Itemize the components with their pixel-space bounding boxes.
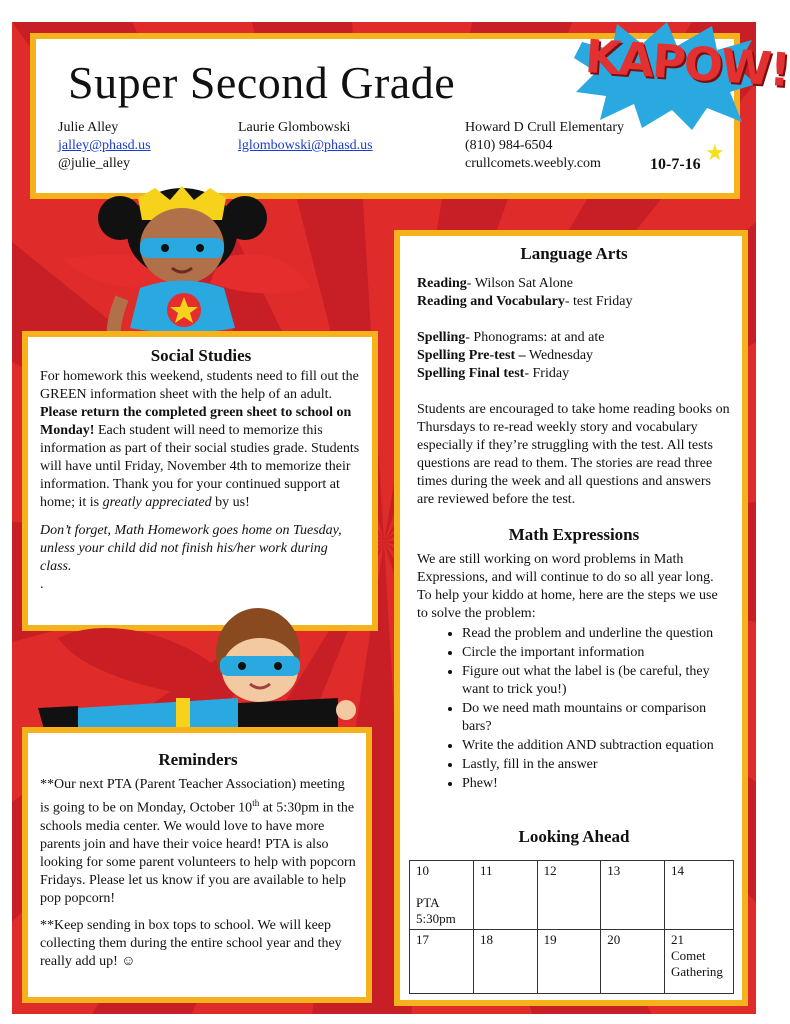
calendar-cell: 13 — [601, 861, 665, 930]
teacher1-info — [58, 119, 151, 173]
calendar-cell: 11 — [473, 861, 537, 930]
spelling-pretest-line: Spelling Pre-test – Wednesday — [417, 348, 594, 363]
table-row — [410, 930, 734, 994]
kapow-text: KAPOW! — [583, 28, 790, 98]
math-steps-list — [417, 625, 731, 793]
calendar-cell: 14 — [664, 861, 733, 930]
school-name: Howard D Crull Elementary — [465, 120, 625, 135]
list-item: • Figure out what the label is (be careful, they want to trick you!) — [462, 663, 731, 699]
teacher2-info — [238, 119, 373, 155]
teacher1-handle: @julie_alley — [58, 156, 130, 171]
teacher2-name: Laurie Glombowski — [238, 120, 351, 135]
teacher1-name: Julie Alley — [58, 120, 119, 135]
spelling-line: Spelling- Phonograms: at and ate — [417, 330, 605, 345]
pta-reminder: **Our next PTA (Parent Teacher Association) meeting is going to be on Monday, October 10th at 5:30pm in the schools media center. We would love to have more parents join and have their voice heard! PTA is also looking for some parent volunteers to help with popcorn Fridays. Please let us know if you are available to help pop popcorn! — [40, 777, 356, 906]
math-expressions-section — [417, 525, 731, 794]
math-expressions-heading: Math Expressions — [508, 525, 640, 544]
list-item: • Write the addition AND subtraction equation — [462, 737, 731, 755]
calendar-cell: 20 — [601, 930, 665, 994]
calendar-cell: 10 PTA 5:30pm — [410, 861, 474, 930]
list-item: • Phew! — [462, 775, 731, 793]
spelling-final-line: Spelling Final test- Friday — [417, 366, 570, 381]
calendar-cell: 19 — [537, 930, 601, 994]
language-arts-heading: Language Arts — [520, 244, 628, 263]
list-item: • Circle the important information — [462, 644, 731, 662]
calendar-cell: 18 — [473, 930, 537, 994]
sparkle-icon: ★ — [705, 140, 725, 165]
list-item: • Read the problem and underline the question — [462, 625, 731, 643]
boy-superhero-illustration — [38, 598, 368, 748]
language-arts-section — [417, 244, 731, 509]
teacher1-email-link[interactable]: jalley@phasd.us — [58, 138, 151, 153]
list-item: • Lastly, fill in the answer — [462, 756, 731, 774]
reminders-section — [40, 750, 356, 971]
newsletter-date: 10-7-16 — [650, 156, 701, 173]
social-studies-heading: Social Studies — [150, 346, 252, 365]
calendar-cell: 17 — [410, 930, 474, 994]
calendar-cell: 12 — [537, 861, 601, 930]
school-site: crullcomets.weebly.com — [465, 156, 601, 171]
page-title: Super Second Grade — [68, 57, 456, 108]
social-studies-period: . — [40, 577, 44, 592]
list-item: • Do we need math mountains or comparison bars? — [462, 700, 731, 736]
reading-line: Reading- Wilson Sat Alone — [417, 276, 573, 291]
math-homework-note: Don’t forget, Math Homework goes home on Tuesday, unless your child did not finish his/her work during class. — [40, 523, 342, 574]
math-paragraph: We are still working on word problems in Math Expressions, and will continue to do so all year long. To help your kiddo at home, here are the steps we use to solve the problem: — [417, 552, 718, 621]
social-studies-section — [40, 346, 362, 594]
teacher2-email-link[interactable]: lglombowski@phasd.us — [238, 138, 373, 153]
reading-books-paragraph: Students are encouraged to take home reading books on Thursdays to re-read weekly story and vocabulary especially if they’re struggling with the test. All tests questions are read to them. The stories are read three times during the week and all questions and answers are reviewed before the test. — [417, 402, 730, 507]
box-tops-reminder: **Keep sending in box tops to school. We will keep collecting them during the entire school year and they really add up! ☺ — [40, 917, 342, 969]
social-studies-paragraph: For homework this weekend, students need to fill out the GREEN information sheet with the help of an adult. Please return the completed green sheet to school on Monday! Each student will need to memorize this information as part of their social studies grade. Students will have until Friday, November 4th to memorize their information. Thank you for your continued support at home; it is greatly appreciated by us! — [40, 369, 360, 510]
looking-ahead-heading: Looking Ahead — [518, 827, 630, 846]
calendar-table — [409, 860, 734, 994]
school-phone: (810) 984-6504 — [465, 138, 553, 153]
reminders-heading: Reminders — [158, 750, 238, 769]
reading-vocab-line: Reading and Vocabulary- test Friday — [417, 294, 633, 309]
calendar-cell: 21 Comet Gathering — [664, 930, 733, 994]
table-row — [410, 861, 734, 930]
